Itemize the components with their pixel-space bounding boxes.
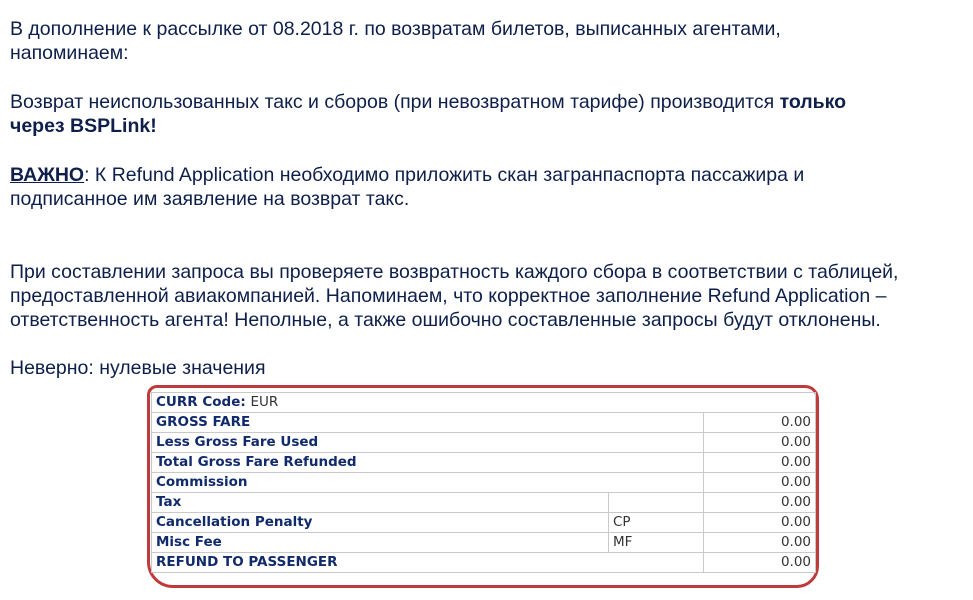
row-label: Commission — [152, 473, 704, 493]
verification-paragraph — [10, 260, 898, 332]
row-label: Less Gross Fare Used — [152, 433, 704, 453]
row-label: Total Gross Fare Refunded — [152, 453, 704, 473]
verification-line-3: ответственность агента! Неполные, а также ошибочно составленные запросы будут отклонены. — [10, 309, 881, 331]
row-value: 0.00 — [704, 513, 816, 533]
incorrect-example-caption: Неверно: нулевые значения — [10, 357, 266, 379]
row-value: 0.00 — [704, 533, 816, 553]
row-code: CP — [609, 513, 704, 533]
refund-via-bsplink-paragraph — [10, 90, 846, 138]
table-row — [152, 493, 816, 513]
row-label: Cancellation Penalty — [152, 513, 609, 533]
row-value: 0.00 — [704, 413, 816, 433]
row-value: 0.00 — [704, 553, 816, 573]
table-row — [152, 553, 816, 573]
table-row — [152, 433, 816, 453]
important-line-2: подписанное им заявление на возврат такс. — [10, 188, 410, 210]
table-row — [152, 413, 816, 433]
refund-application-table — [151, 392, 816, 573]
row-code — [609, 493, 704, 513]
table-row — [152, 453, 816, 473]
verification-line-2: предоставленной авиакомпанией. Напоминаем, что корректное заполнение Refund Application – — [10, 285, 887, 307]
row-value: 0.00 — [704, 453, 816, 473]
row-value: 0.00 — [704, 433, 816, 453]
row-label: REFUND TO PASSENGER — [152, 553, 704, 573]
table-row — [152, 513, 816, 533]
table-row — [152, 533, 816, 553]
refund-line-1-text: Возврат неиспользованных такс и сборов (при невозвратном тарифе) производится — [10, 91, 780, 113]
row-label: Tax — [152, 493, 609, 513]
intro-line-2: напоминаем: — [10, 42, 129, 64]
row-code: MF — [609, 533, 704, 553]
intro-line-1: В дополнение к рассылке от 08.2018 г. по возвратам билетов, выписанных агентами, — [10, 18, 781, 40]
refund-emphasis-bsplink: через BSPLink! — [10, 115, 157, 137]
row-label: Misc Fee — [152, 533, 609, 553]
table-row — [152, 473, 816, 493]
refund-emphasis-only: только — [779, 91, 847, 113]
intro-paragraph — [10, 17, 781, 65]
verification-line-1: При составлении запроса вы проверяете возвратность каждого сбора в соответствии с таблицей, — [10, 261, 899, 283]
currency-value: EUR — [250, 394, 279, 410]
currency-label: CURR Code: — [156, 394, 246, 410]
important-label: ВАЖНО — [10, 164, 85, 186]
important-line-1-text: : К Refund Application необходимо приложить скан загранпаспорта пассажира и — [84, 164, 805, 186]
currency-row — [152, 393, 816, 413]
row-label: GROSS FARE — [152, 413, 704, 433]
row-value: 0.00 — [704, 473, 816, 493]
row-value: 0.00 — [704, 493, 816, 513]
currency-cell — [152, 393, 816, 413]
refund-line-1 — [10, 90, 846, 114]
important-paragraph — [10, 163, 804, 211]
important-line-1 — [10, 163, 804, 187]
